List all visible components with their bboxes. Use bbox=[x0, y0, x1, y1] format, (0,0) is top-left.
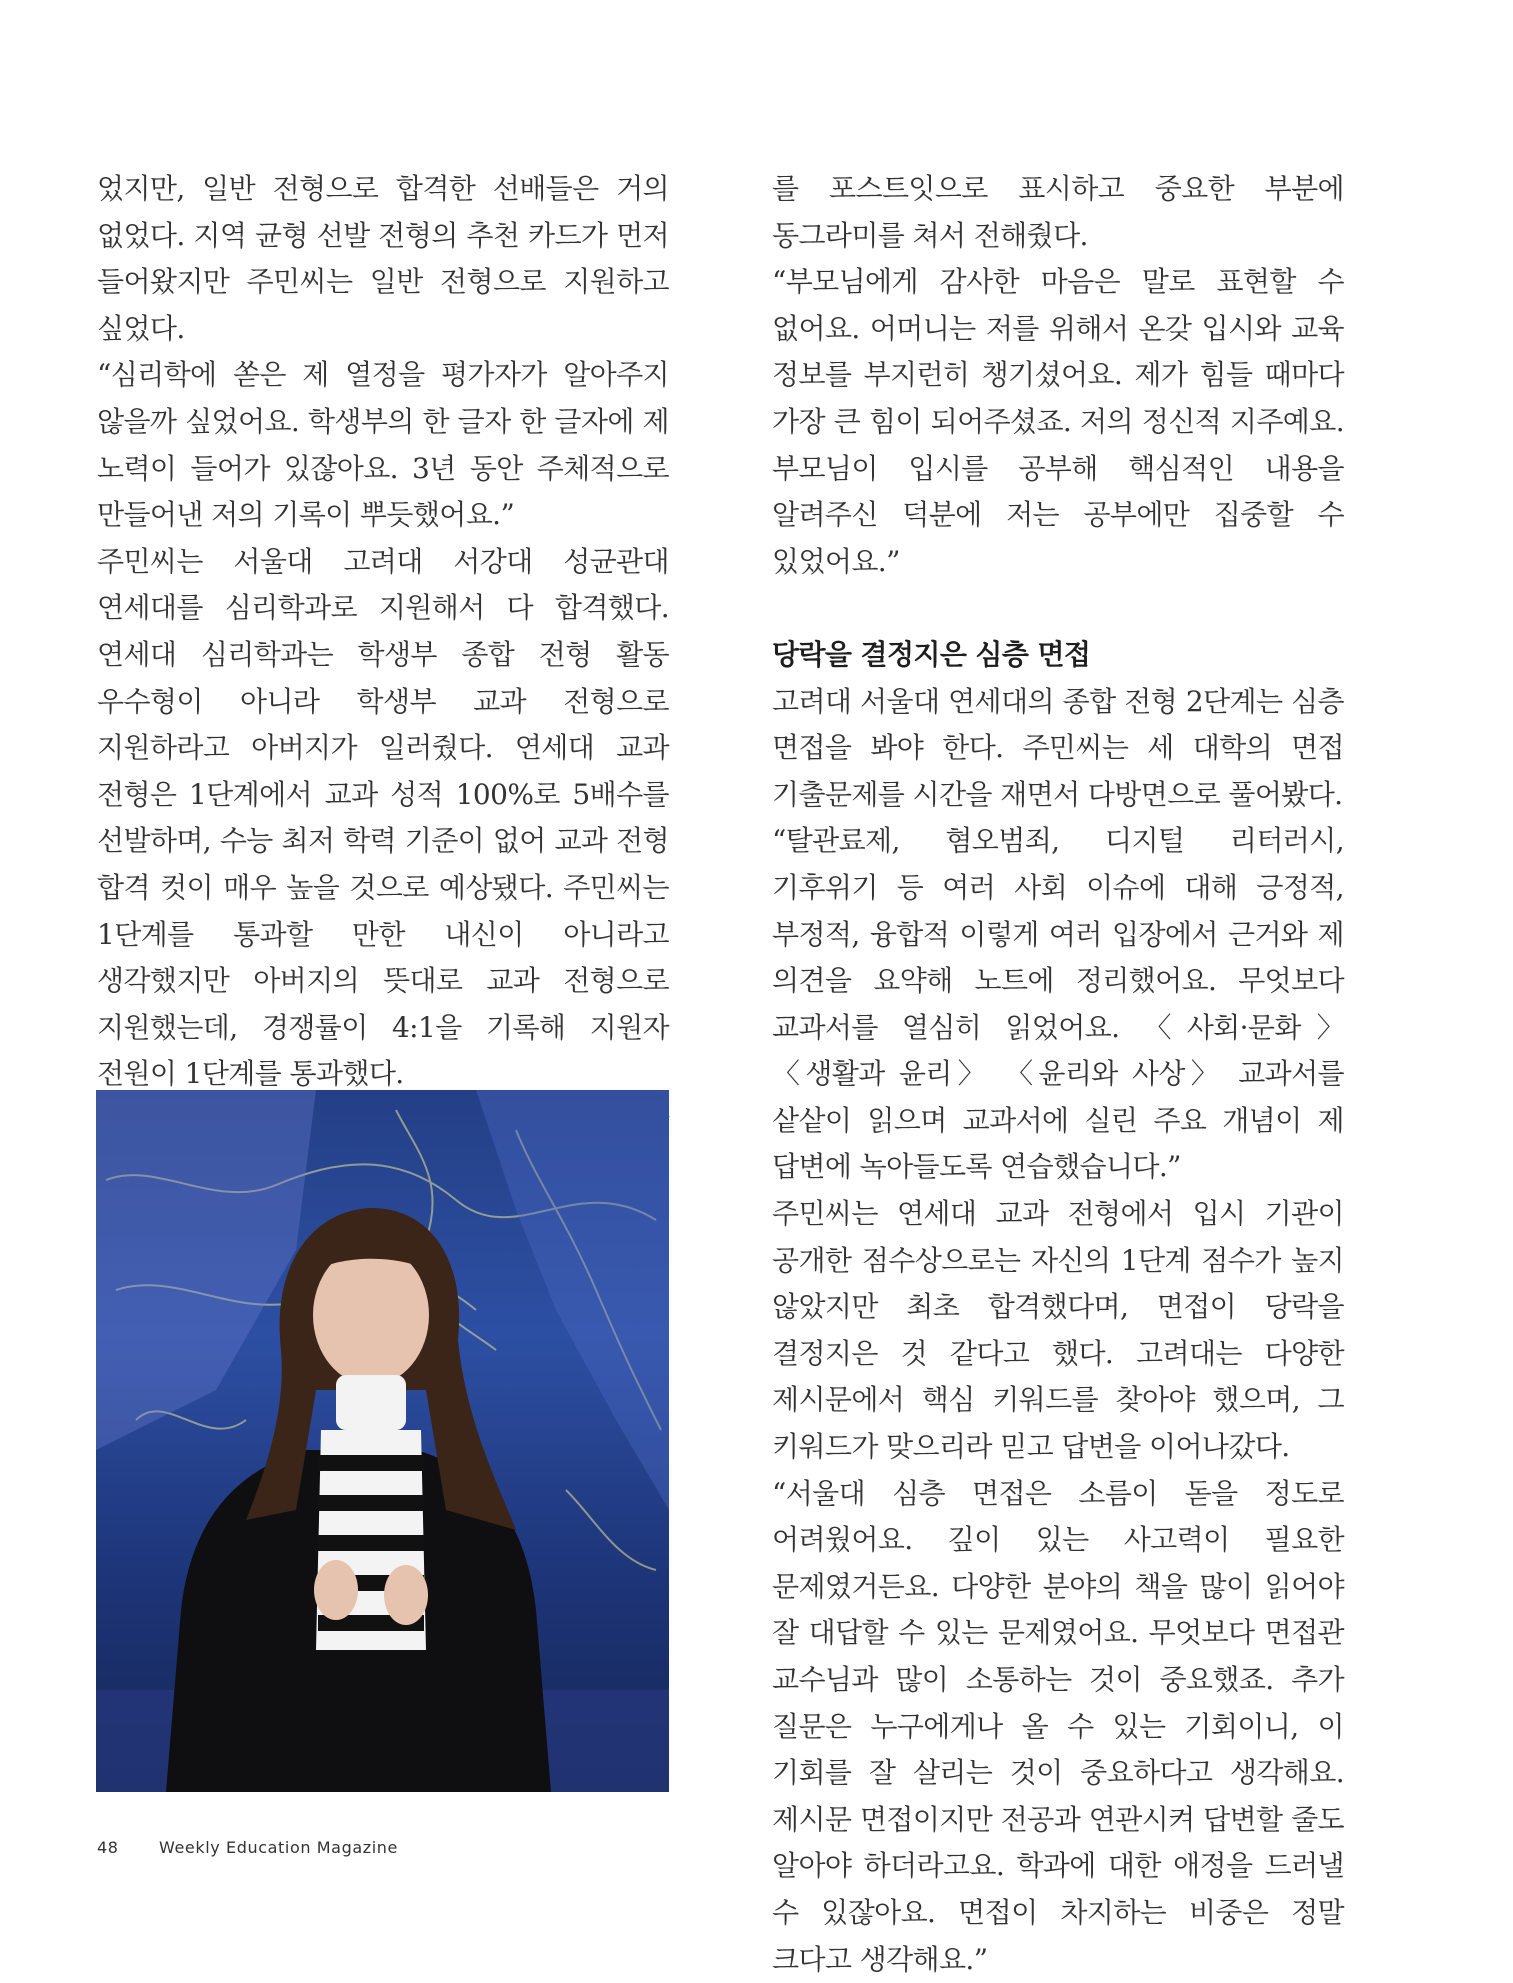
body-paragraph: 었지만, 일반 전형으로 합격한 선배들은 거의 없었다. 지역 균형 선발 전형의 추천 카드가 먼저 들어왔지만 주민씨는 일반 전형으로 지원하고 싶었다. bbox=[97, 172, 669, 345]
student-portrait-photo bbox=[96, 1090, 669, 1792]
page-number: 48 bbox=[97, 1838, 119, 1857]
quote-paragraph: “심리학에 쏟은 제 열정을 평가자가 알아주지 않을까 싶었어요. 학생부의 한 글자 한 글자에 제 노력이 들어가 있잖아요. 3년 동안 주체적으로 만들어낸 저의 기록이 뿌듯했어요.” bbox=[97, 358, 669, 532]
page-footer bbox=[97, 1838, 398, 1857]
section-spacer bbox=[772, 585, 1344, 632]
left-column bbox=[97, 166, 669, 1238]
right-column bbox=[772, 166, 1344, 1983]
body-paragraph: 를 포스트잇으로 표시하고 중요한 부분에 동그라미를 쳐서 전해줬다. bbox=[772, 172, 1344, 252]
quote-paragraph: “탈관료제, 혐오범죄, 디지털 리터러시, 기후위기 등 여러 사회 이슈에 대해 긍정적, 부정적, 융합적 이렇게 여러 입장에서 근거와 제 의견을 요약해 노트에 정리했어요. 무엇보다 교과서를 열심히 읽었어요. 〈사회·문화〉 〈생활과 윤리〉 〈윤리와 사상〉 교과서를 샅샅이 읽으며 교과서에 실린 주요 개념이 제 답변에 녹아들도록 연습했습니다.” bbox=[772, 824, 1344, 1184]
body-paragraph: 주민씨는 서울대 고려대 서강대 성균관대 연세대를 심리학과로 지원해서 다 합격했다. 연세대 심리학과는 학생부 종합 전형 활동 우수형이 아니라 학생부 교과 전형으로 지원하라고 아버지가 일러줬다. 연세대 교과 전형은 1단계에서 교과 성적 100%로 5배수를 선발하며, 수능 최저 학력 기준이 없어 교과 전형 합격 컷이 매우 높을 것으로 예상됐다. 주민씨는 1단계를 통과할 만한 내신이 아니라고 생각했지만 아버지의 뜻대로 교과 전형으로 지원했는데, 경쟁률이 4:1을 기록해 지원자 전원이 1단계를 통과했다. bbox=[97, 544, 669, 1091]
section-heading: 당락을 결정지은 심층 면접 bbox=[772, 637, 1091, 671]
body-paragraph: 고려대 서울대 연세대의 종합 전형 2단계는 심층 면접을 봐야 한다. 주민씨는 세 대학의 면접 기출문제를 시간을 재면서 다방면으로 풀어봤다. bbox=[772, 684, 1344, 811]
magazine-name: Weekly Education Magazine bbox=[159, 1838, 398, 1857]
quote-paragraph: “부모님에게 감사한 마음은 말로 표현할 수 없어요. 어머니는 저를 위해서 온갖 입시와 교육 정보를 부지런히 챙기셨어요. 제가 힘들 때마다 가장 큰 힘이 되어주셨죠. 저의 정신적 지주예요. 부모님이 입시를 공부해 핵심적인 내용을 알려주신 덕분에 저는 공부에만 집중할 수 있었어요.” bbox=[772, 265, 1344, 578]
face bbox=[313, 1245, 429, 1385]
body-paragraph: 주민씨는 연세대 교과 전형에서 입시 기관이 공개한 점수상으로는 자신의 1단계 점수가 높지 않았지만 최초 합격했다며, 면접이 당락을 결정지은 것 같다고 했다. 고려대는 다양한 제시문에서 핵심 키워드를 찾아야 했으며, 그 키워드가 맞으리라 믿고 답변을 이어나갔다. bbox=[772, 1197, 1344, 1464]
quote-paragraph: “서울대 심층 면접은 소름이 돋을 정도로 어려웠어요. 깊이 있는 사고력이 필요한 문제였거든요. 다양한 분야의 책을 많이 읽어야 잘 대답할 수 있는 문제였어요. 무엇보다 면접관 교수님과 많이 소통하는 것이 중요했죠. 추가 질문은 누구에게나 올 수 있는 기회이니, 이 기회를 잘 살리는 것이 중요하다고 생각해요. 제시문 면접이지만 전공과 연관시켜 답변할 줄도 알아야 하더라고요. 학과에 대한 애정을 드러낼 수 있잖아요. 면접이 차지하는 비중은 정말 크다고 생각해요.” bbox=[772, 1476, 1344, 1976]
